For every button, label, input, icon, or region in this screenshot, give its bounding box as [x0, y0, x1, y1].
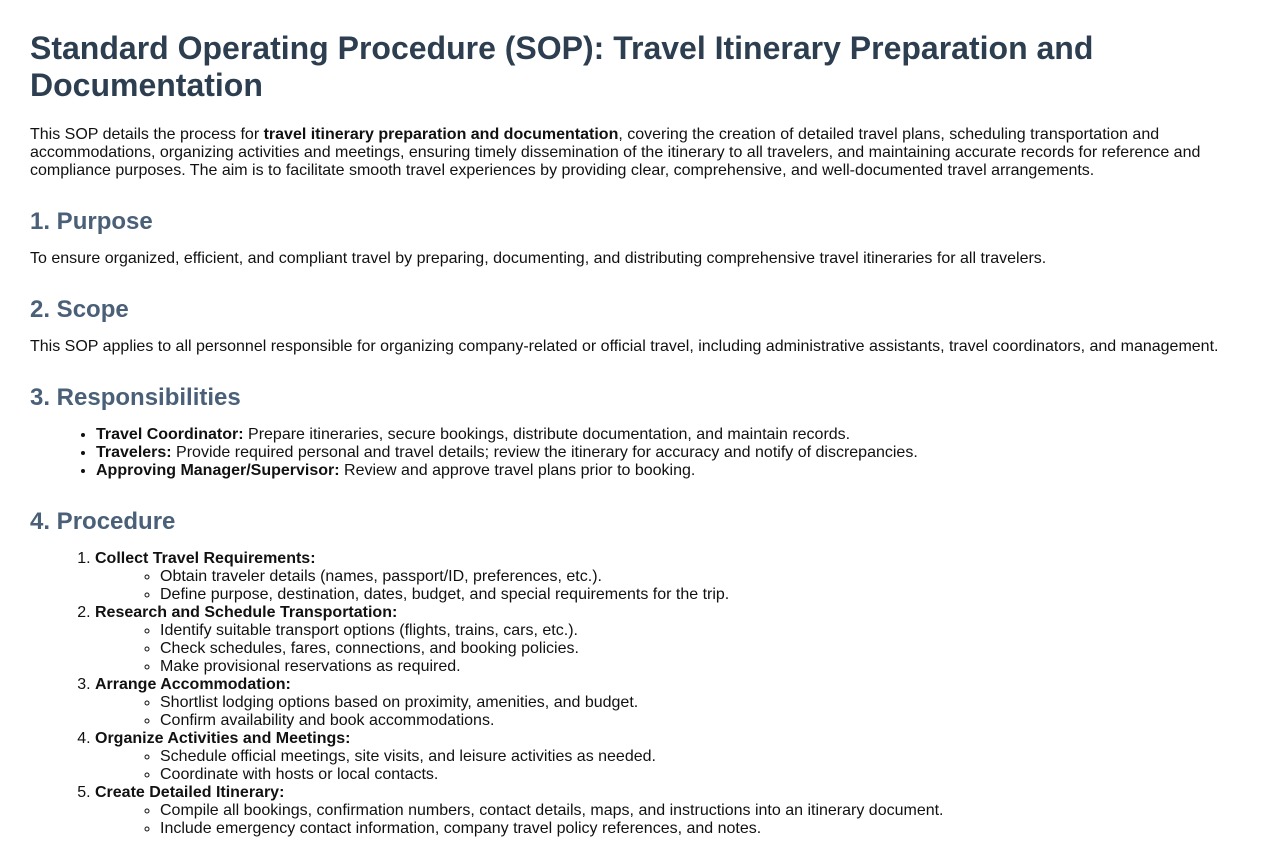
- purpose-text: To ensure organized, efficient, and compliant travel by preparing, documenting, and distributing comprehensive travel itineraries for all travelers.: [30, 250, 1047, 267]
- list-item: ◦ Schedule official meetings, site visits, and leisure activities as needed.: [160, 748, 1233, 766]
- procedure-step: [95, 730, 1233, 784]
- scope-text: This SOP applies to all personnel responsible for organizing company-related or official travel, including administrative assistants, travel coordinators, and management.: [30, 338, 1219, 355]
- role-description: Prepare itineraries, secure bookings, distribute documentation, and maintain records.: [243, 426, 851, 443]
- step-title: Organize Activities and Meetings:: [95, 730, 351, 747]
- list-item: ◦ Coordinate with hosts or local contacts.: [160, 766, 1233, 784]
- list-item: ◦ Check schedules, fares, connections, and booking policies.: [160, 640, 1233, 658]
- list-item: ◦ Compile all bookings, confirmation numbers, contact details, maps, and instructions into an itinerary document.: [160, 802, 1233, 820]
- list-item: ◦ Obtain traveler details (names, passport/ID, preferences, etc.).: [160, 568, 1233, 586]
- list-item: ◦ Include emergency contact information, company travel policy references, and notes.: [160, 820, 1233, 838]
- step-title: Arrange Accommodation:: [95, 676, 291, 693]
- section-scope: [30, 296, 1233, 356]
- section-responsibilities: [30, 384, 1233, 480]
- page-title: Standard Operating Procedure (SOP): Travel Itinerary Preparation and Documentation: [30, 30, 1094, 103]
- procedure-step: [95, 784, 1233, 838]
- section-purpose: [30, 208, 1233, 268]
- role-label: Approving Manager/Supervisor:: [96, 462, 340, 479]
- list-item: [96, 444, 1233, 462]
- list-item: ◦ Identify suitable transport options (flights, trains, cars, etc.).: [160, 622, 1233, 640]
- step-title: Create Detailed Itinerary:: [95, 784, 285, 801]
- list-item: ◦ Shortlist lodging options based on proximity, amenities, and budget.: [160, 694, 1233, 712]
- list-item: ◦ Define purpose, destination, dates, budget, and special requirements for the trip.: [160, 586, 1233, 604]
- role-label: Travel Coordinator:: [96, 426, 244, 443]
- procedure-step: [95, 604, 1233, 676]
- intro-text-start: This SOP details the process for: [30, 126, 264, 143]
- intro-text-bold: travel itinerary preparation and documentation: [263, 126, 619, 143]
- role-label: Travelers:: [96, 444, 172, 461]
- step-substeps: [95, 694, 1233, 730]
- procedure-heading: 4. Procedure: [30, 508, 176, 535]
- responsibilities-list: [30, 426, 1233, 480]
- role-description: Review and approve travel plans prior to booking.: [339, 462, 696, 479]
- intro-text-end: , covering the creation of detailed travel plans, scheduling transportation and accommodations, organizing activities and meetings, ensuring timely dissemination of the itinerary to all travelers, and maintaining accurate records for reference and compliance purposes. The aim is to facilitate smooth travel experiences by providing clear, comprehensive, and well-documented travel arrangements.: [30, 126, 1201, 179]
- role-description: Provide required personal and travel details; review the itinerary for accuracy and notify of discrepancies.: [171, 444, 918, 461]
- list-item: ◦ Make provisional reservations as required.: [160, 658, 1233, 676]
- procedure-step: [95, 550, 1233, 604]
- list-item: [96, 462, 1233, 480]
- step-substeps: [95, 802, 1233, 838]
- list-item: [96, 426, 1233, 444]
- procedure-steps: [30, 550, 1233, 838]
- purpose-heading: 1. Purpose: [30, 208, 153, 235]
- procedure-step: [95, 676, 1233, 730]
- intro-paragraph: [30, 126, 1220, 180]
- step-title: Research and Schedule Transportation:: [95, 604, 398, 621]
- step-substeps: [95, 568, 1233, 604]
- list-item: ◦ Confirm availability and book accommodations.: [160, 712, 1233, 730]
- step-substeps: [95, 622, 1233, 676]
- responsibilities-heading: 3. Responsibilities: [30, 384, 241, 411]
- section-procedure: [30, 508, 1233, 838]
- step-title: Collect Travel Requirements:: [95, 550, 316, 567]
- scope-heading: 2. Scope: [30, 296, 129, 323]
- step-substeps: [95, 748, 1233, 784]
